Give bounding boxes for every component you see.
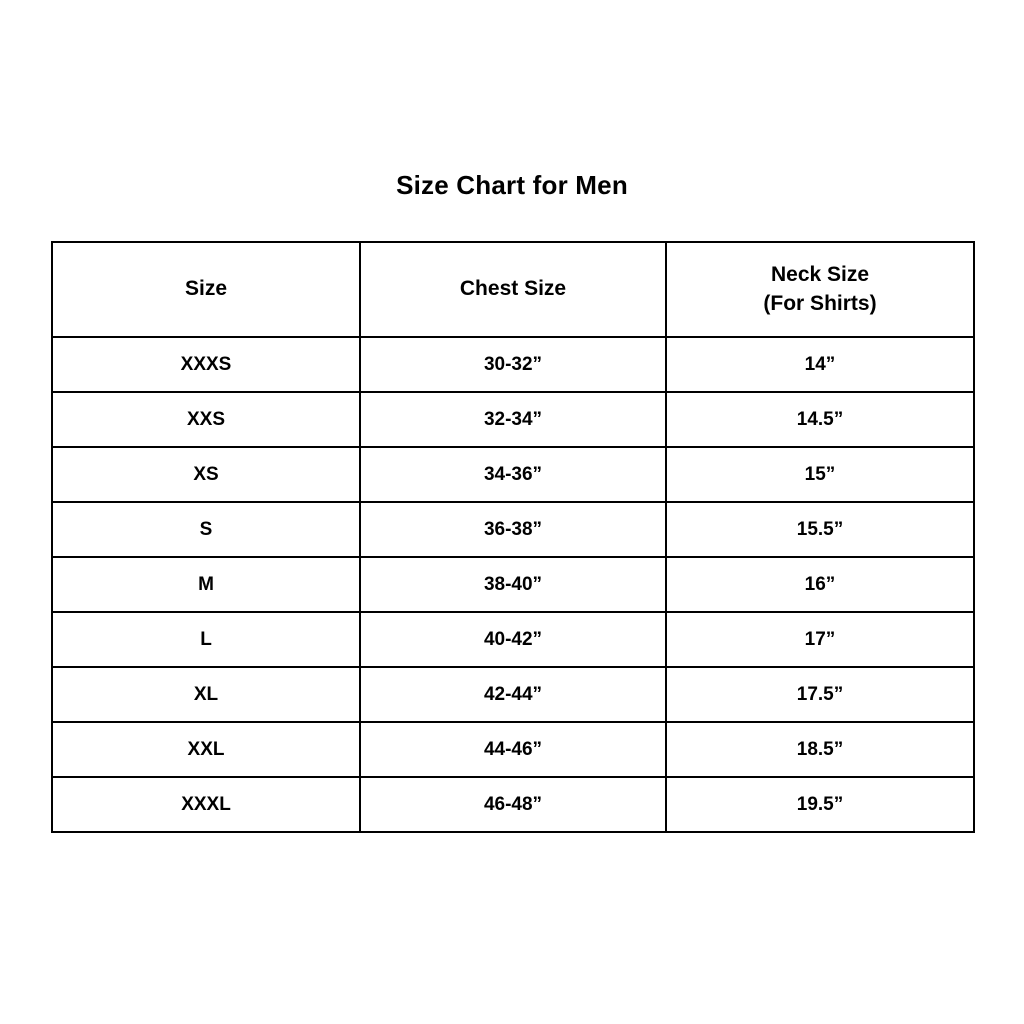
cell-neck: 17.5”	[666, 667, 974, 722]
table-row	[52, 502, 974, 557]
page-title: Size Chart for Men	[396, 170, 628, 200]
column-header-size-label: Size	[184, 277, 228, 301]
column-header-chest-size	[360, 242, 666, 337]
cell-chest: 38-40”	[360, 557, 666, 612]
cell-neck: 15.5”	[666, 502, 974, 557]
cell-size: S	[52, 502, 360, 557]
cell-chest: 34-36”	[360, 447, 666, 502]
table-body	[52, 337, 974, 832]
cell-size: XXS	[52, 392, 360, 447]
cell-size: L	[52, 612, 360, 667]
column-header-neck-size-sublabel: (For Shirts)	[763, 291, 877, 315]
cell-chest: 36-38”	[360, 502, 666, 557]
table-row	[52, 777, 974, 832]
cell-chest: 40-42”	[360, 612, 666, 667]
column-header-chest-size-label: Chest Size	[459, 277, 567, 301]
table-row	[52, 612, 974, 667]
size-chart-table	[51, 241, 975, 833]
cell-size: XS	[52, 447, 360, 502]
cell-neck: 19.5”	[666, 777, 974, 832]
cell-size: M	[52, 557, 360, 612]
cell-size: XXXL	[52, 777, 360, 832]
cell-neck: 14.5”	[666, 392, 974, 447]
column-header-neck-size-label: Neck Size	[770, 263, 870, 287]
cell-size: XXXS	[52, 337, 360, 392]
table-row	[52, 392, 974, 447]
cell-chest: 44-46”	[360, 722, 666, 777]
column-header-size	[52, 242, 360, 337]
cell-neck: 18.5”	[666, 722, 974, 777]
table-row	[52, 447, 974, 502]
column-header-neck-size	[666, 242, 974, 337]
cell-chest: 30-32”	[360, 337, 666, 392]
cell-chest: 42-44”	[360, 667, 666, 722]
table-row	[52, 337, 974, 392]
table-row	[52, 557, 974, 612]
cell-chest: 32-34”	[360, 392, 666, 447]
cell-size: XL	[52, 667, 360, 722]
cell-size: XXL	[52, 722, 360, 777]
table-header-row	[52, 242, 974, 337]
cell-neck: 16”	[666, 557, 974, 612]
cell-neck: 17”	[666, 612, 974, 667]
table-row	[52, 722, 974, 777]
cell-neck: 14”	[666, 337, 974, 392]
cell-neck: 15”	[666, 447, 974, 502]
table-header	[52, 242, 974, 337]
cell-chest: 46-48”	[360, 777, 666, 832]
table-row	[52, 667, 974, 722]
